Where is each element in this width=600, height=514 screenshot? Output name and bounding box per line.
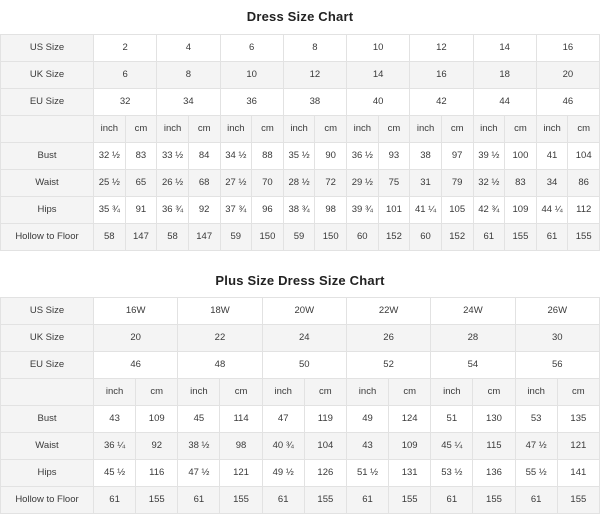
- row-label: Hollow to Floor: [1, 487, 94, 514]
- table-cell: 75: [378, 170, 410, 197]
- table-cell: 83: [125, 143, 157, 170]
- table-cell: 61: [515, 487, 557, 514]
- plus-chart-title-wrap: [0, 265, 600, 297]
- table-cell: 124: [389, 406, 431, 433]
- table-cell: inch: [347, 116, 379, 143]
- table-cell: 16: [410, 62, 473, 89]
- table-cell: 44: [473, 89, 536, 116]
- table-cell: 16W: [94, 298, 178, 325]
- table-cell: 60: [347, 224, 379, 251]
- table-cell: 31: [410, 170, 442, 197]
- table-cell: 8: [157, 62, 220, 89]
- table-cell: inch: [94, 379, 136, 406]
- row-label: US Size: [1, 298, 94, 325]
- table-cell: 79: [441, 170, 473, 197]
- row-label: [1, 379, 94, 406]
- table-cell: 93: [378, 143, 410, 170]
- table-cell: 90: [315, 143, 347, 170]
- row-label: Hips: [1, 460, 94, 487]
- table-cell: 155: [220, 487, 262, 514]
- table-cell: 105: [441, 197, 473, 224]
- table-cell: 34: [157, 89, 220, 116]
- table-cell: 26: [346, 325, 430, 352]
- table-cell: 12: [410, 35, 473, 62]
- dress-size-chart-body: [1, 35, 600, 251]
- table-cell: 155: [568, 224, 600, 251]
- table-cell: 39 ½: [473, 143, 505, 170]
- table-cell: 53 ½: [431, 460, 473, 487]
- table-cell: cm: [220, 379, 262, 406]
- table-cell: 45 ½: [94, 460, 136, 487]
- table-cell: 22: [178, 325, 262, 352]
- table-cell: 27 ½: [220, 170, 252, 197]
- table-cell: 34 ½: [220, 143, 252, 170]
- table-cell: 32 ½: [94, 143, 126, 170]
- table-cell: 100: [505, 143, 537, 170]
- chart-divider-space: [0, 251, 600, 265]
- table-cell: 152: [441, 224, 473, 251]
- row-label: UK Size: [1, 62, 94, 89]
- table-cell: 84: [188, 143, 220, 170]
- table-cell: inch: [346, 379, 388, 406]
- table-cell: 51 ½: [346, 460, 388, 487]
- table-cell: 32: [94, 89, 157, 116]
- table-cell: 60: [410, 224, 442, 251]
- table-cell: 72: [315, 170, 347, 197]
- table-cell: 24W: [431, 298, 515, 325]
- table-row: [1, 325, 600, 352]
- table-cell: 131: [389, 460, 431, 487]
- table-cell: 104: [304, 433, 346, 460]
- table-cell: 45 ¼: [431, 433, 473, 460]
- table-cell: 130: [473, 406, 515, 433]
- table-cell: 8: [283, 35, 346, 62]
- table-cell: 30: [515, 325, 599, 352]
- table-cell: 121: [220, 460, 262, 487]
- table-cell: 40 ¾: [262, 433, 304, 460]
- table-cell: 39 ¾: [347, 197, 379, 224]
- table-cell: 20W: [262, 298, 346, 325]
- table-cell: 119: [304, 406, 346, 433]
- table-cell: 114: [220, 406, 262, 433]
- table-cell: 50: [262, 352, 346, 379]
- table-cell: 150: [315, 224, 347, 251]
- table-cell: 150: [252, 224, 284, 251]
- table-cell: 112: [568, 197, 600, 224]
- table-cell: 49: [346, 406, 388, 433]
- table-cell: 26W: [515, 298, 599, 325]
- table-cell: 43: [346, 433, 388, 460]
- table-cell: 46: [94, 352, 178, 379]
- table-row: [1, 89, 600, 116]
- table-row: [1, 224, 600, 251]
- table-cell: 24: [262, 325, 346, 352]
- table-cell: 6: [220, 35, 283, 62]
- table-cell: 61: [262, 487, 304, 514]
- table-cell: 51: [431, 406, 473, 433]
- table-cell: 47 ½: [178, 460, 220, 487]
- table-cell: 33 ½: [157, 143, 189, 170]
- table-cell: 104: [568, 143, 600, 170]
- table-cell: 26 ½: [157, 170, 189, 197]
- table-cell: 2: [94, 35, 157, 62]
- table-cell: cm: [136, 379, 178, 406]
- table-cell: 38 ½: [178, 433, 220, 460]
- table-cell: 155: [136, 487, 178, 514]
- table-cell: 36 ¾: [157, 197, 189, 224]
- table-cell: inch: [410, 116, 442, 143]
- table-row: [1, 379, 600, 406]
- page-title: Dress Size Chart: [246, 9, 354, 24]
- table-row: [1, 352, 600, 379]
- table-row: [1, 487, 600, 514]
- table-cell: 98: [220, 433, 262, 460]
- table-cell: 141: [557, 460, 599, 487]
- table-cell: 41: [536, 143, 568, 170]
- table-cell: 83: [505, 170, 537, 197]
- table-cell: 109: [389, 433, 431, 460]
- table-cell: 61: [431, 487, 473, 514]
- table-cell: 40: [347, 89, 410, 116]
- table-cell: 55 ½: [515, 460, 557, 487]
- table-row: [1, 62, 600, 89]
- table-row: [1, 170, 600, 197]
- table-cell: 34: [536, 170, 568, 197]
- table-cell: 61: [346, 487, 388, 514]
- table-cell: 36: [220, 89, 283, 116]
- table-cell: 44 ¼: [536, 197, 568, 224]
- table-cell: cm: [378, 116, 410, 143]
- table-cell: 53: [515, 406, 557, 433]
- table-cell: inch: [431, 379, 473, 406]
- table-cell: 25 ½: [94, 170, 126, 197]
- table-cell: 35 ½: [283, 143, 315, 170]
- table-cell: 61: [94, 487, 136, 514]
- table-cell: 48: [178, 352, 262, 379]
- table-cell: 38: [283, 89, 346, 116]
- table-cell: 4: [157, 35, 220, 62]
- table-cell: 43: [94, 406, 136, 433]
- table-cell: 92: [136, 433, 178, 460]
- table-row: [1, 406, 600, 433]
- table-cell: 18: [473, 62, 536, 89]
- table-cell: 91: [125, 197, 157, 224]
- row-label: US Size: [1, 35, 94, 62]
- table-cell: 35 ¾: [94, 197, 126, 224]
- table-cell: 135: [557, 406, 599, 433]
- table-cell: 54: [431, 352, 515, 379]
- table-cell: cm: [568, 116, 600, 143]
- row-label: EU Size: [1, 89, 94, 116]
- row-label: Hollow to Floor: [1, 224, 94, 251]
- table-cell: 98: [315, 197, 347, 224]
- table-cell: inch: [157, 116, 189, 143]
- table-cell: 32 ½: [473, 170, 505, 197]
- row-label: Waist: [1, 433, 94, 460]
- table-cell: 86: [568, 170, 600, 197]
- table-cell: 59: [283, 224, 315, 251]
- table-cell: 61: [473, 224, 505, 251]
- table-cell: 147: [188, 224, 220, 251]
- table-cell: 96: [252, 197, 284, 224]
- table-cell: 28 ½: [283, 170, 315, 197]
- table-cell: 116: [136, 460, 178, 487]
- table-cell: 10: [347, 35, 410, 62]
- table-cell: cm: [389, 379, 431, 406]
- table-cell: 18W: [178, 298, 262, 325]
- table-cell: 58: [157, 224, 189, 251]
- table-cell: 45: [178, 406, 220, 433]
- table-cell: 68: [188, 170, 220, 197]
- table-cell: 65: [125, 170, 157, 197]
- table-cell: cm: [315, 116, 347, 143]
- table-cell: 109: [136, 406, 178, 433]
- table-cell: 155: [304, 487, 346, 514]
- table-cell: 101: [378, 197, 410, 224]
- table-cell: 47 ½: [515, 433, 557, 460]
- table-cell: inch: [515, 379, 557, 406]
- table-cell: 126: [304, 460, 346, 487]
- table-cell: 16: [536, 35, 599, 62]
- table-cell: inch: [178, 379, 220, 406]
- table-cell: 61: [178, 487, 220, 514]
- table-cell: 29 ½: [347, 170, 379, 197]
- table-cell: 61: [536, 224, 568, 251]
- table-row: [1, 143, 600, 170]
- table-cell: 109: [505, 197, 537, 224]
- table-cell: 147: [125, 224, 157, 251]
- row-label: EU Size: [1, 352, 94, 379]
- table-cell: 58: [94, 224, 126, 251]
- table-cell: 59: [220, 224, 252, 251]
- row-label: Hips: [1, 197, 94, 224]
- table-cell: inch: [283, 116, 315, 143]
- table-cell: inch: [94, 116, 126, 143]
- table-cell: 38: [410, 143, 442, 170]
- table-cell: 92: [188, 197, 220, 224]
- table-cell: 97: [441, 143, 473, 170]
- table-cell: 10: [220, 62, 283, 89]
- row-label: Bust: [1, 143, 94, 170]
- table-row: [1, 116, 600, 143]
- table-cell: 22W: [346, 298, 430, 325]
- table-cell: 36 ¼: [94, 433, 136, 460]
- table-cell: cm: [252, 116, 284, 143]
- table-cell: 52: [346, 352, 430, 379]
- table-cell: 12: [283, 62, 346, 89]
- table-row: [1, 298, 600, 325]
- table-row: [1, 460, 600, 487]
- table-cell: 115: [473, 433, 515, 460]
- table-cell: cm: [125, 116, 157, 143]
- table-cell: 6: [94, 62, 157, 89]
- row-label: [1, 116, 94, 143]
- table-cell: 41 ¼: [410, 197, 442, 224]
- plus-size-chart-block: [0, 265, 600, 514]
- table-cell: inch: [536, 116, 568, 143]
- table-cell: 155: [389, 487, 431, 514]
- table-cell: 70: [252, 170, 284, 197]
- table-row: [1, 197, 600, 224]
- table-cell: inch: [473, 116, 505, 143]
- table-cell: 121: [557, 433, 599, 460]
- table-cell: cm: [304, 379, 346, 406]
- dress-size-chart-block: [0, 0, 600, 251]
- table-cell: cm: [557, 379, 599, 406]
- table-cell: 14: [347, 62, 410, 89]
- table-cell: inch: [262, 379, 304, 406]
- dress-size-chart-table: [0, 34, 600, 251]
- table-cell: 47: [262, 406, 304, 433]
- table-cell: cm: [473, 379, 515, 406]
- table-cell: 20: [536, 62, 599, 89]
- plus-page-title: Plus Size Dress Size Chart: [215, 273, 385, 288]
- plus-size-chart-table: [0, 297, 600, 514]
- table-cell: 155: [557, 487, 599, 514]
- table-cell: 155: [505, 224, 537, 251]
- table-cell: 38 ¾: [283, 197, 315, 224]
- table-cell: 152: [378, 224, 410, 251]
- table-cell: 42: [410, 89, 473, 116]
- table-cell: cm: [188, 116, 220, 143]
- table-cell: 36 ½: [347, 143, 379, 170]
- table-row: [1, 433, 600, 460]
- row-label: Bust: [1, 406, 94, 433]
- plus-size-chart-body: [1, 298, 600, 514]
- table-row: [1, 35, 600, 62]
- table-cell: cm: [505, 116, 537, 143]
- table-cell: 155: [473, 487, 515, 514]
- row-label: Waist: [1, 170, 94, 197]
- table-cell: 88: [252, 143, 284, 170]
- table-cell: 56: [515, 352, 599, 379]
- table-cell: 42 ¾: [473, 197, 505, 224]
- table-cell: 49 ½: [262, 460, 304, 487]
- table-cell: 28: [431, 325, 515, 352]
- row-label: UK Size: [1, 325, 94, 352]
- table-cell: 37 ¾: [220, 197, 252, 224]
- table-cell: 46: [536, 89, 599, 116]
- table-cell: 136: [473, 460, 515, 487]
- table-cell: cm: [441, 116, 473, 143]
- table-cell: inch: [220, 116, 252, 143]
- table-cell: 14: [473, 35, 536, 62]
- table-cell: 20: [94, 325, 178, 352]
- chart-title-wrap: [0, 0, 600, 34]
